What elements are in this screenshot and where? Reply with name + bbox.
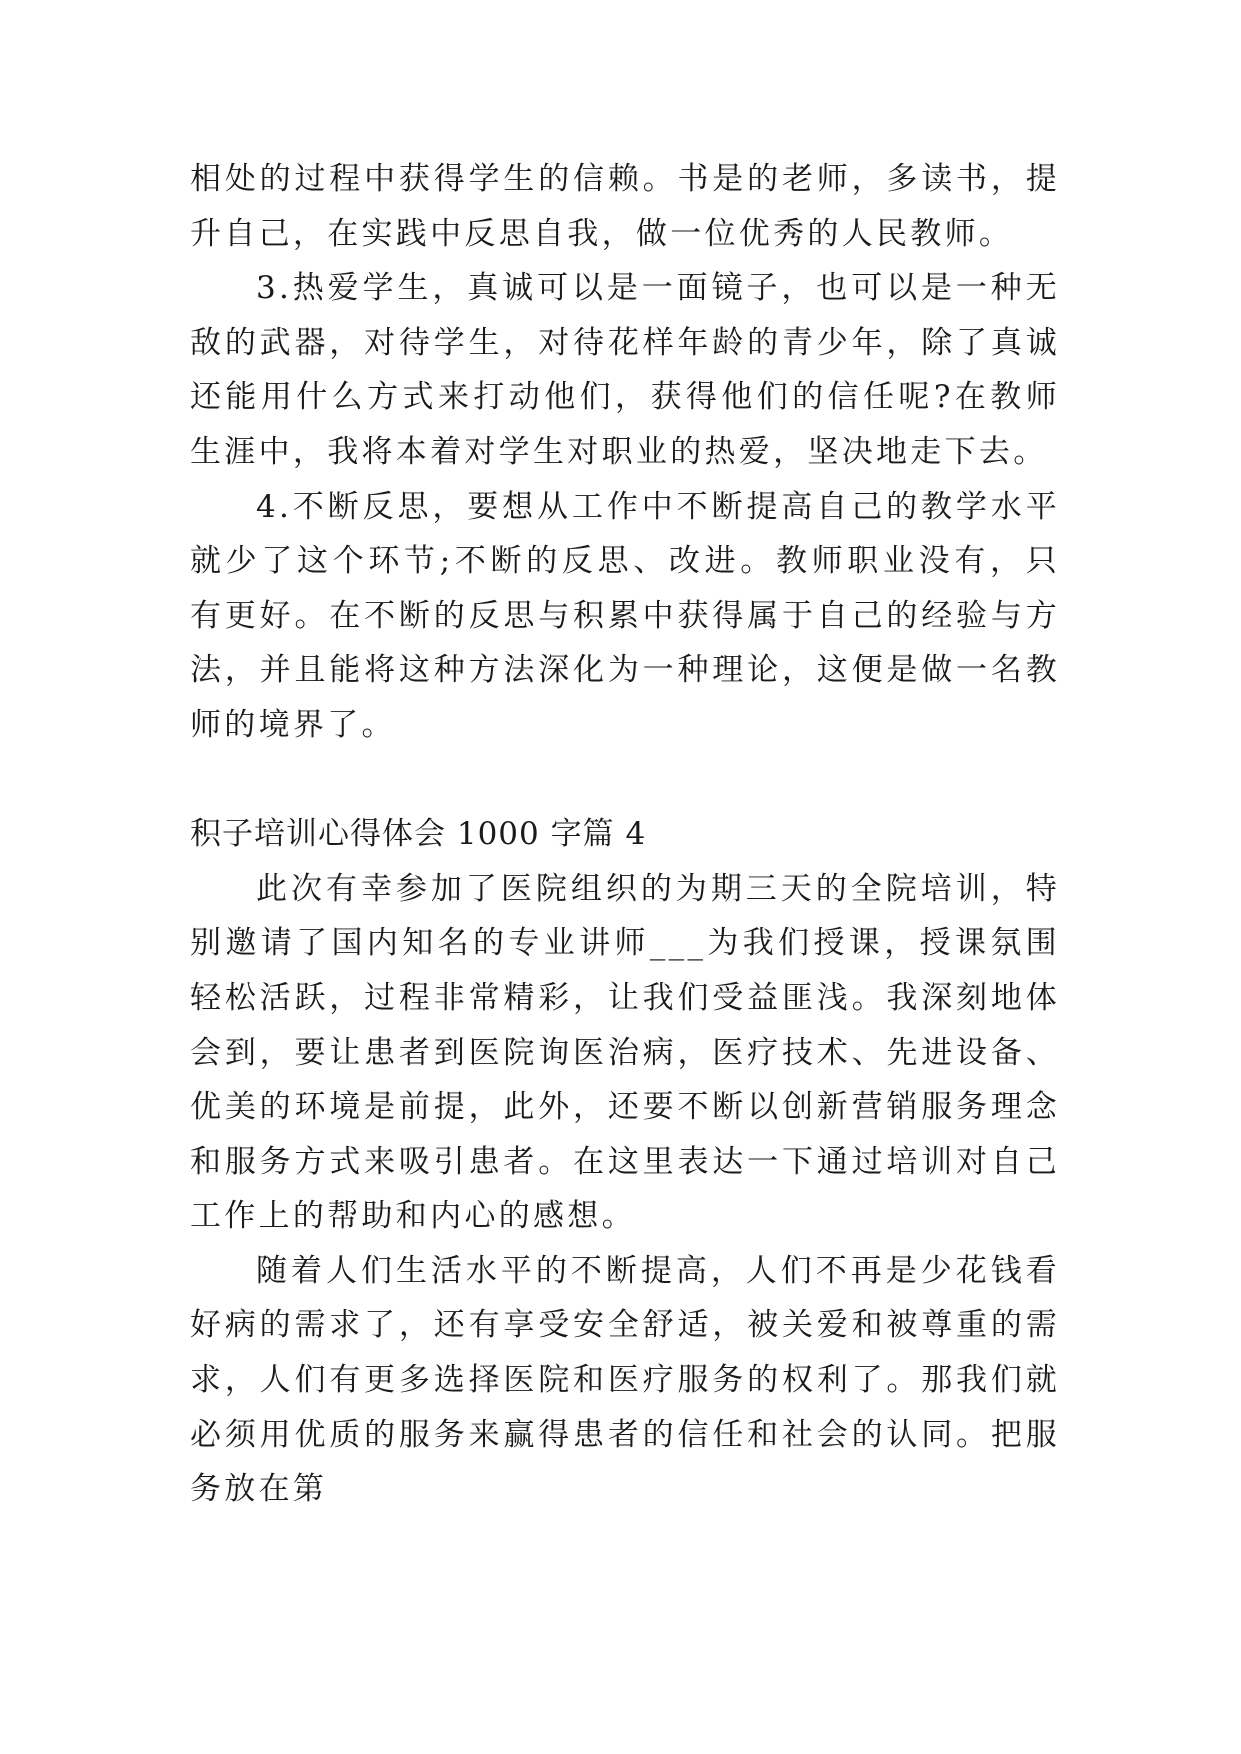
paragraph-point-4: 4.不断反思，要想从工作中不断提高自己的教学水平就少了这个环节;不断的反思、改进。教师职业没有，只有更好。在不断的反思与积累中获得属于自己的经验与方法，并且能将这种方法深化为一种理论，这便是做一名教师的境界了。	[190, 488, 1060, 743]
paragraph-continuation: 相处的过程中获得学生的信赖。书是的老师，多读书，提升自己，在实践中反思自我，做一位优秀的人民教师。	[190, 161, 1060, 252]
paragraph-service: 随着人们生活水平的不断提高，人们不再是少花钱看好病的需求了，还有享受安全舒适，被关爱和被尊重的需求，人们有更多选择医院和医疗服务的权利了。那我们就必须用优质的服务来赢得患者的信任和社会的认同。把服务放在第	[190, 1252, 1060, 1508]
section-heading: 积子培训心得体会 1000 字篇 4	[190, 816, 647, 853]
document-page	[190, 152, 1060, 1517]
paragraph-training: 此次有幸参加了医院组织的为期三天的全院培训，特别邀请了国内知名的专业讲师___为我们授课，授课氛围轻松活跃，过程非常精彩，让我们受益匪浅。我深刻地体会到，要让患者到医院询医治病，医疗技术、先进设备、优美的环境是前提，此外，还要不断以创新营销服务理念和服务方式来吸引患者。在这里表达一下通过培训对自己工作上的帮助和内心的感想。	[190, 870, 1060, 1235]
paragraph-point-3: 3.热爱学生，真诚可以是一面镜子，也可以是一种无敌的武器，对待学生，对待花样年龄的青少年，除了真诚还能用什么方式来打动他们，获得他们的信任呢?在教师生涯中，我将本着对学生对职业的热爱，坚决地走下去。	[190, 270, 1060, 470]
